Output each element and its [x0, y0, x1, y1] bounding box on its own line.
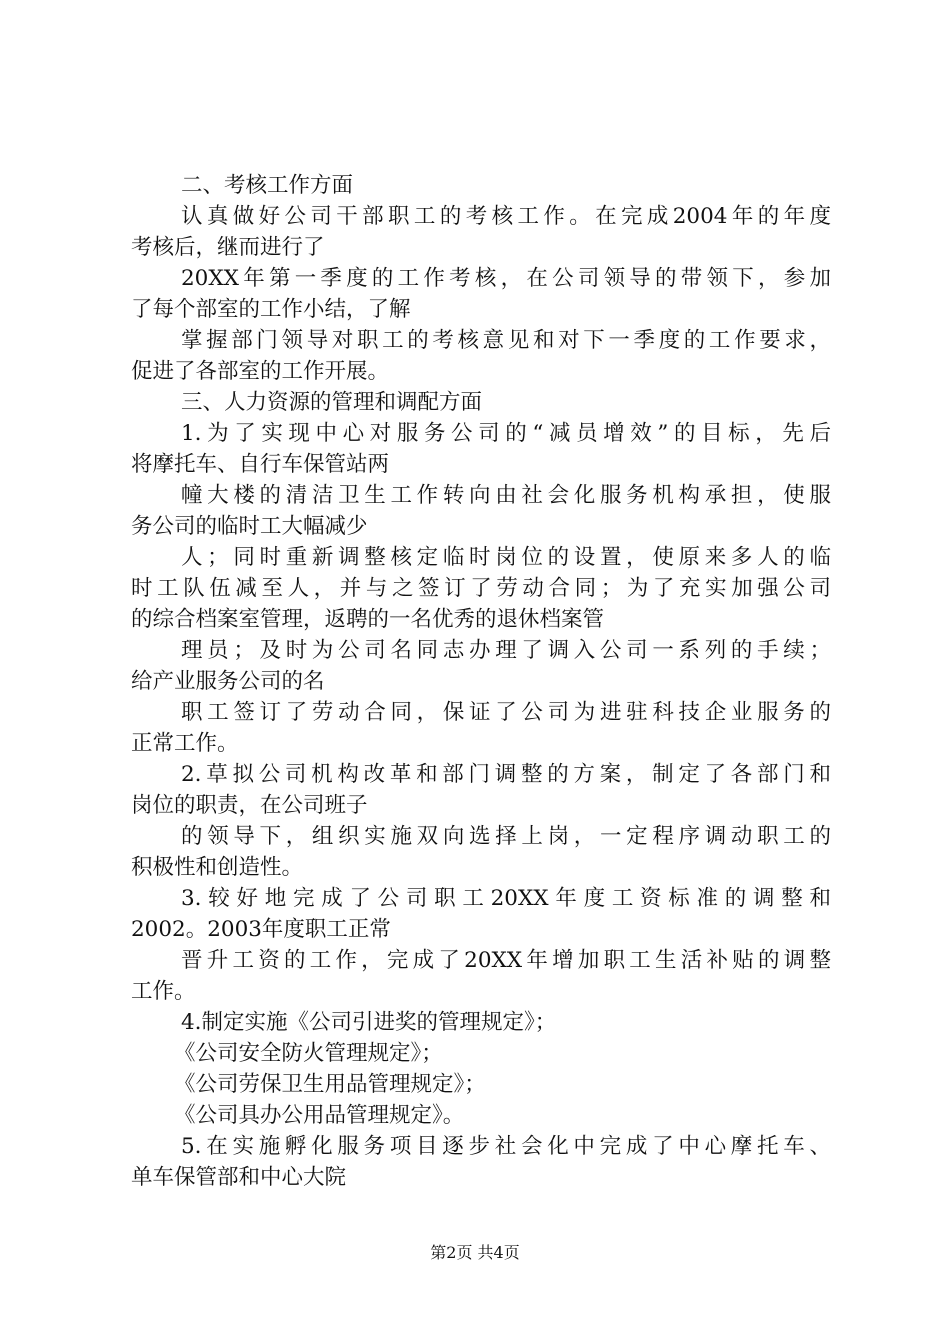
paragraph-line: 掌握部门领导对职工的考核意见和对下一季度的工作要求，: [181, 328, 831, 353]
paragraph-line: 理员；及时为公司名同志办理了调入公司一系列的手续；: [181, 638, 831, 663]
paragraph-line: 晋升工资的工作，完成了20XX年增加职工生活补贴的调整: [181, 948, 831, 973]
paragraph-line: 岗位的职责，在公司班子: [131, 793, 368, 818]
paragraph-line: 的综合档案室管理，返聘的一名优秀的退休档案管: [131, 607, 605, 632]
list-item-line: 5.在实施孵化服务项目逐步社会化中完成了中心摩托车、: [181, 1134, 831, 1159]
list-item-line: 3.较好地完成了公司职工20XX年度工资标准的调整和: [181, 886, 831, 911]
page-number-footer: 第2页 共4页: [430, 1243, 520, 1262]
paragraph-line: 务公司的临时工大幅减少: [131, 514, 368, 539]
paragraph-line: 《公司具办公用品管理规定》。: [174, 1103, 465, 1128]
paragraph-line: 的领导下，组织实施双向选择上岗，一定程序调动职工的: [181, 824, 831, 849]
section-heading-hr: 三、人力资源的管理和调配方面: [181, 390, 483, 415]
paragraph-line: 认真做好公司干部职工的考核工作。在完成2004年的年度: [181, 204, 831, 229]
paragraph-line: 职工签订了劳动合同，保证了公司为进驻科技企业服务的: [181, 700, 831, 725]
paragraph-line: 正常工作。: [131, 731, 239, 756]
list-item-line: 4.制定实施《公司引进奖的管理规定》；: [181, 1010, 557, 1035]
paragraph-line: 考核后，继而进行了: [131, 235, 325, 260]
section-heading-assessment: 二、考核工作方面: [181, 173, 354, 198]
paragraph-line: 单车保管部和中心大院: [131, 1165, 347, 1190]
paragraph-line: 人；同时重新调整核定临时岗位的设置，使原来多人的临: [181, 545, 831, 570]
paragraph-line: 时工队伍减至人，并与之签订了劳动合同；为了充实加强公司: [131, 576, 831, 601]
paragraph-line: 将摩托车、自行车保管站两: [131, 452, 390, 477]
paragraph-line: 促进了各部室的工作开展。: [131, 359, 390, 384]
paragraph-line: 给产业服务公司的名: [131, 669, 325, 694]
paragraph-line: 幢大楼的清洁卫生工作转向由社会化服务机构承担，使服: [181, 483, 831, 508]
paragraph-line: 《公司劳保卫生用品管理规定》；: [174, 1072, 486, 1097]
list-item-line: 2.草拟公司机构改革和部门调整的方案，制定了各部门和: [181, 762, 831, 787]
paragraph-line: 了每个部室的工作小结，了解: [131, 297, 411, 322]
paragraph-line: 工作。: [131, 979, 196, 1004]
list-item-line: 1.为了实现中心对服务公司的“减员增效”的目标，先后: [181, 421, 831, 446]
paragraph-line: 《公司安全防火管理规定》；: [174, 1041, 443, 1066]
document-body: [131, 170, 831, 1193]
paragraph-line: 2002。2003年度职工正常: [131, 917, 391, 942]
paragraph-line: 积极性和创造性。: [131, 855, 304, 880]
paragraph-line: 20XX年第一季度的工作考核，在公司领导的带领下，参加: [181, 266, 831, 291]
